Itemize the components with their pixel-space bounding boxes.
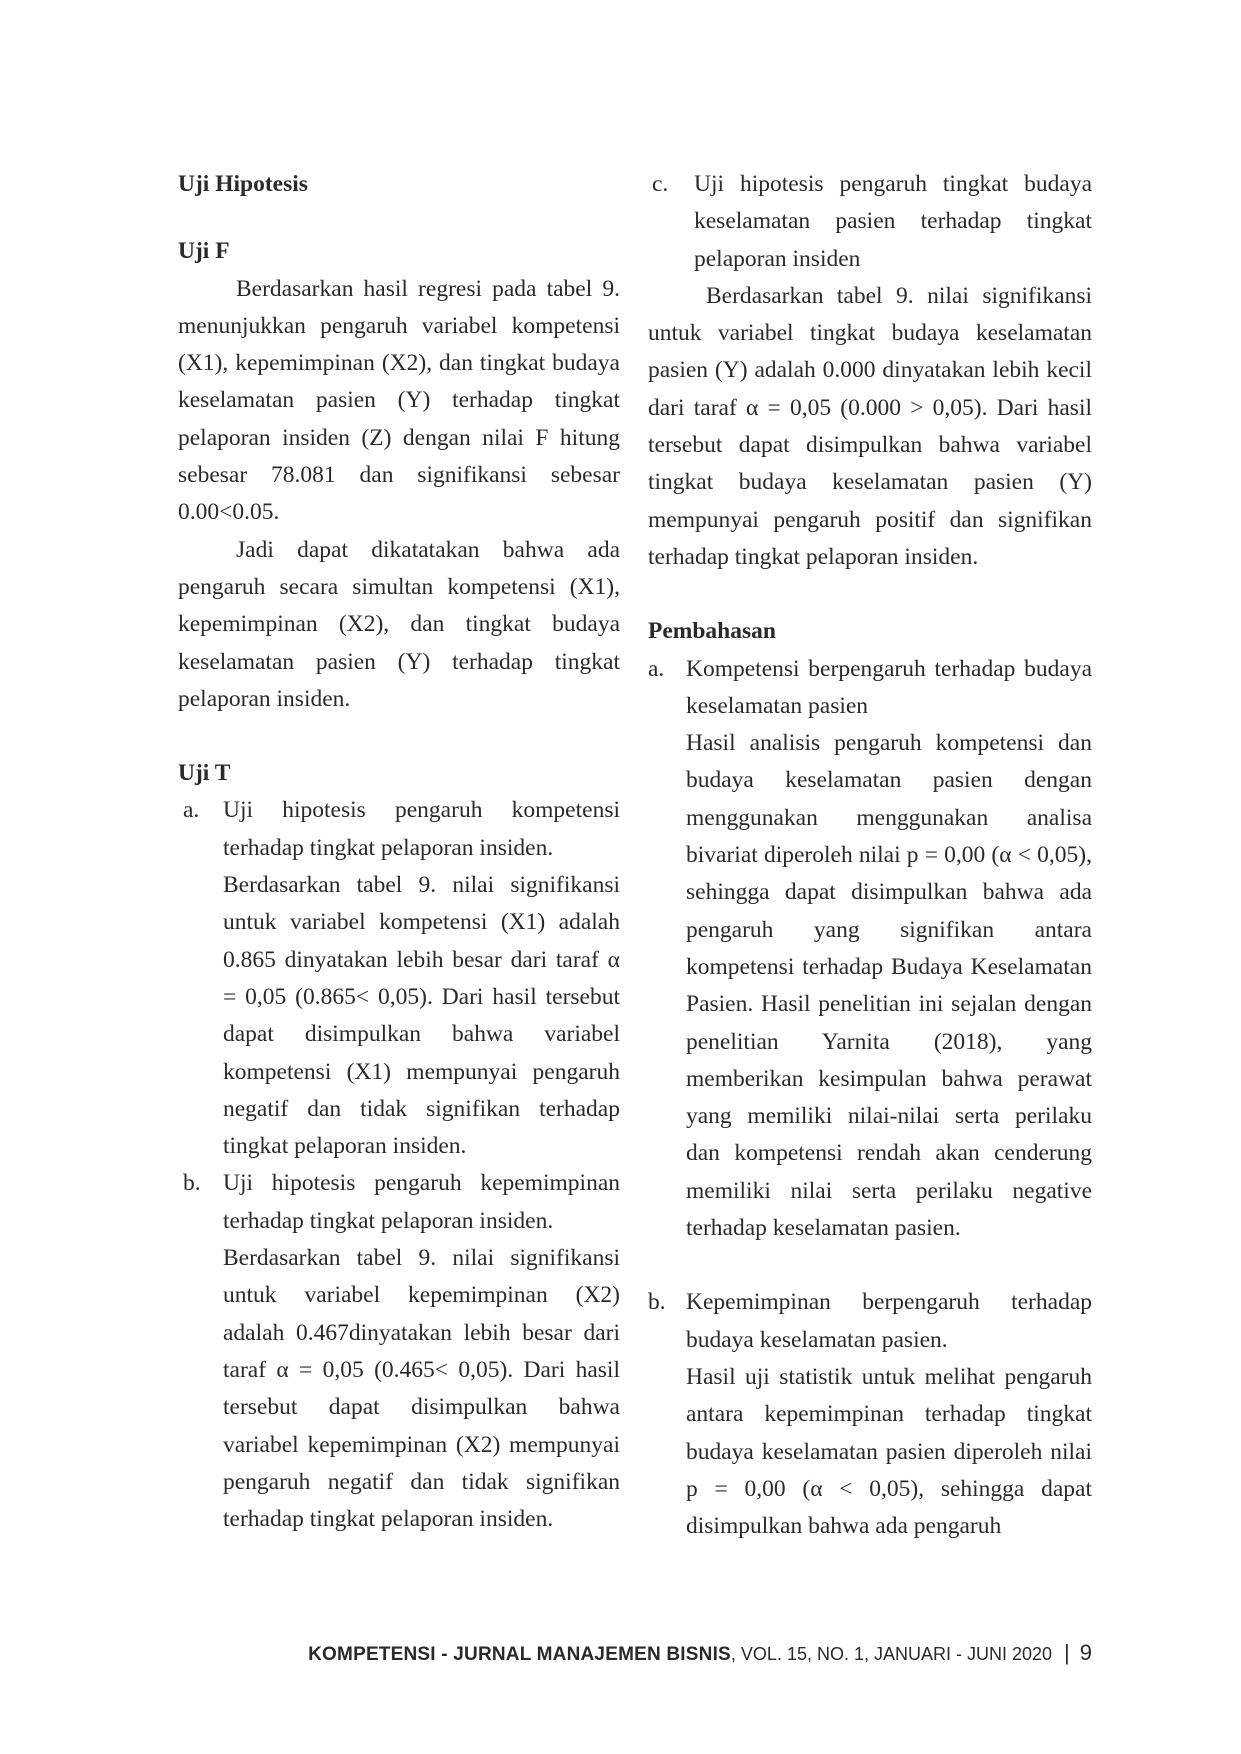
item-marker: a.	[183, 797, 200, 824]
page-number: 9	[1079, 1640, 1092, 1665]
left-column	[178, 166, 620, 1538]
item-marker: b.	[648, 1289, 666, 1316]
uji-f-paragraph-1: Berdasarkan hasil regresi pada tabel 9. menunjukkan pengaruh variabel kompetensi (X1), kepemimpinan (X2), dan tingkat budaya keselamatan pasien (Y) terhadap tingkat pelaporan insiden (Z) dengan nilai F hitung sebesar 78.081 dan signifikansi sebesar 0.00<0.05.	[178, 275, 620, 526]
uji-f-paragraph-2: Jadi dapat dikatatakan bahwa ada pengaruh secara simultan kompetensi (X1), kepemimpinan (X2), dan tingkat budaya keselamatan pasien (Y) terhadap tingkat pelaporan insiden.	[178, 536, 620, 712]
item-title: Uji hipotesis pengaruh tingkat budaya keselamatan pasien terhadap tingkat pelaporan insiden	[694, 171, 1092, 272]
uji-t-item-a	[178, 792, 620, 1165]
item-marker: a.	[648, 655, 665, 682]
journal-name: KOMPETENSI - JURNAL MANAJEMEN BISNIS	[308, 1644, 731, 1665]
right-column	[648, 166, 1092, 1545]
item-title: Kompetensi berpengaruh terhadap budaya keselamatan pasien	[686, 655, 1092, 719]
section-title: Uji Hipotesis	[178, 171, 308, 197]
item-body: Berdasarkan tabel 9. nilai signifikansi untuk variabel kepemimpinan (X2) adalah 0.467dinyatakan lebih besar dari taraf α = 0,05 (0.465< 0,05). Dari hasil tersebut dapat disimpulkan bahwa variabel kepemimpinan (X2) mempunyai pengaruh negatif dan tidak signifikan terhadap tingkat pelaporan insiden.	[223, 1245, 620, 1533]
footer-separator: |	[1064, 1640, 1070, 1665]
uji-t-heading: Uji T	[178, 760, 231, 787]
pembahasan-item-a	[648, 651, 1092, 1248]
uji-t-item-c-body: Berdasarkan tabel 9. nilai signifikansi untuk variabel tingkat budaya keselamatan pasien (Y) adalah 0.000 dinyatakan lebih kecil dari taraf α = 0,05 (0.000 > 0,05). Dari hasil tersebut dapat disimpulkan bahwa variabel tingkat budaya keselamatan pasien (Y) mempunyai pengaruh positif dan signifikan terhadap tingkat pelaporan insiden.	[648, 282, 1092, 570]
uji-f-heading: Uji F	[178, 238, 230, 265]
journal-issue: , VOL. 15, NO. 1, JANUARI - JUNI 2020	[730, 1644, 1053, 1664]
item-title: Uji hipotesis pengaruh kepemimpinan terhadap tingkat pelaporan insiden.	[223, 1170, 620, 1234]
item-title: Kepemimpinan berpengaruh terhadap budaya keselamatan pasien.	[686, 1289, 1092, 1353]
item-body: Hasil analisis pengaruh kompetensi dan budaya keselamatan pasien dengan menggunakan menggunakan analisa bivariat diperoleh nilai p = 0,00 (α < 0,05), sehingga dapat disimpulkan bahwa ada pengaruh yang signifikan antara kompetensi terhadap Budaya Keselamatan Pasien. Hasil penelitian ini sejalan dengan penelitian Yarnita (2018), yang memberikan kesimpulan bahwa perawat yang memiliki nilai-nilai serta perilaku dan kompetensi rendah akan cenderung memiliki nilai serta perilaku negative terhadap keselamatan pasien.	[686, 730, 1092, 1242]
item-title: Uji hipotesis pengaruh kompetensi terhadap tingkat pelaporan insiden.	[223, 797, 620, 861]
item-body: Hasil uji statistik untuk melihat pengaruh antara kepemimpinan terhadap tingkat budaya keselamatan pasien diperoleh nilai p = 0,00 (α < 0,05), sehingga dapat disimpulkan bahwa ada pengaruh	[686, 1363, 1092, 1540]
page-footer	[0, 1640, 1092, 1666]
uji-t-item-c	[648, 166, 1092, 278]
pembahasan-item-b	[648, 1284, 1092, 1545]
uji-t-item-b	[178, 1165, 620, 1538]
item-body: Berdasarkan tabel 9. nilai signifikansi untuk variabel kompetensi (X1) adalah 0.865 dinyatakan lebih besar dari taraf α = 0,05 (0.865< 0,05). Dari hasil tersebut dapat disimpulkan bahwa variabel kompetensi (X1) mempunyai pengaruh negatif dan tidak signifikan terhadap tingkat pelaporan insiden.	[223, 872, 620, 1160]
pembahasan-heading: Pembahasan	[648, 618, 776, 645]
item-marker: b.	[183, 1170, 201, 1197]
item-marker: c.	[652, 171, 669, 197]
